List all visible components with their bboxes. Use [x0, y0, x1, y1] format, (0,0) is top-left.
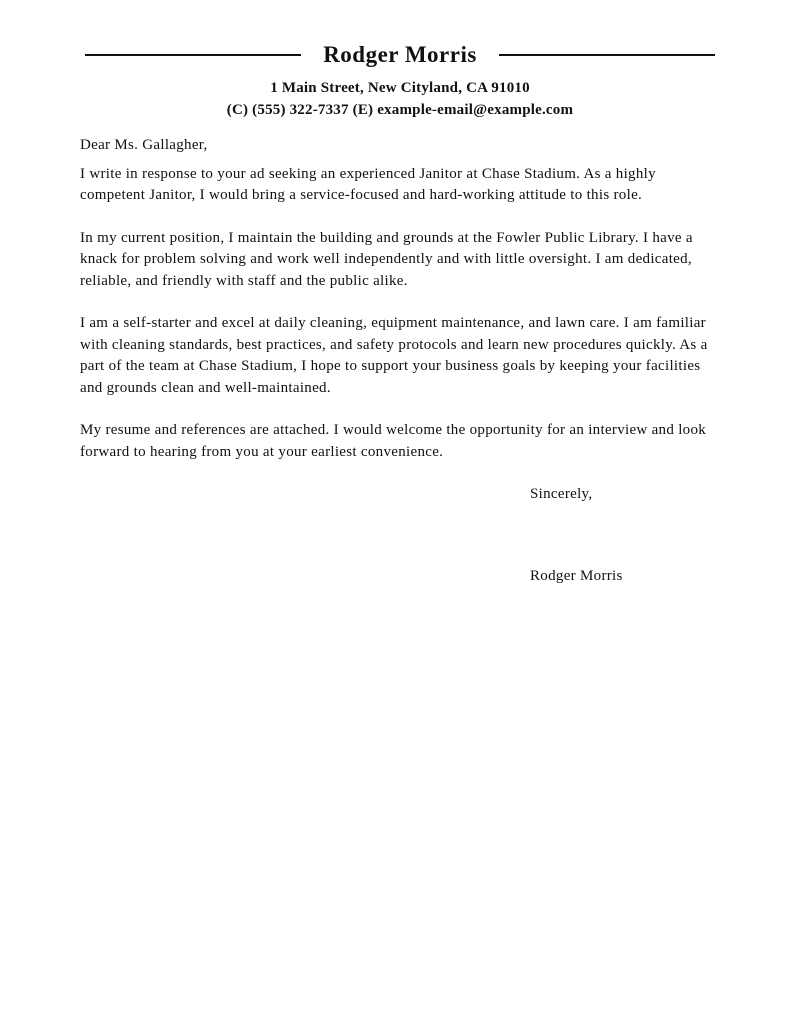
letter-body: [80, 135, 720, 587]
paragraph-skills: I am a self-starter and excel at daily cleaning, equipment maintenance, and lawn care. I am familiar with cleaning standards, best practices, and safety protocols and learn new procedures quickly. As a part of the team at Chase Stadium, I hope to support your business goals by keeping your facilities and grounds clean and well-maintained.: [80, 315, 708, 396]
paragraph-intro: I write in response to your ad seeking an experienced Janitor at Chase Stadium. As a highly competent Janitor, I would bring a service-focused and hard-working attitude to this role.: [80, 165, 656, 203]
name-row: [85, 42, 715, 68]
contact-line: (C) (555) 322-7337 (E) example-email@example.com: [226, 102, 574, 118]
signature-name: Rodger Morris: [530, 567, 623, 584]
address-line: 1 Main Street, New Cityland, CA 91010: [270, 80, 530, 96]
salutation: Dear Ms. Gallagher,: [80, 137, 208, 153]
paragraph-closing-request: My resume and references are attached. I would welcome the opportunity for an interview and look forward to hearing from you at your earliest convenience.: [80, 422, 707, 460]
paragraph-current-position: In my current position, I maintain the building and grounds at the Fowler Public Library. I have a knack for problem solving and work well independently and with little oversight. I am dedicated, reliable, and friendly with staff and the public alike.: [80, 229, 693, 289]
header-rule-left: [85, 54, 301, 56]
closing-word: Sincerely,: [530, 486, 593, 502]
letter-header: [80, 42, 720, 119]
header-rule-right: [499, 54, 715, 56]
signature-block: [80, 484, 720, 587]
letter-author-name: Rodger Morris: [323, 42, 477, 67]
